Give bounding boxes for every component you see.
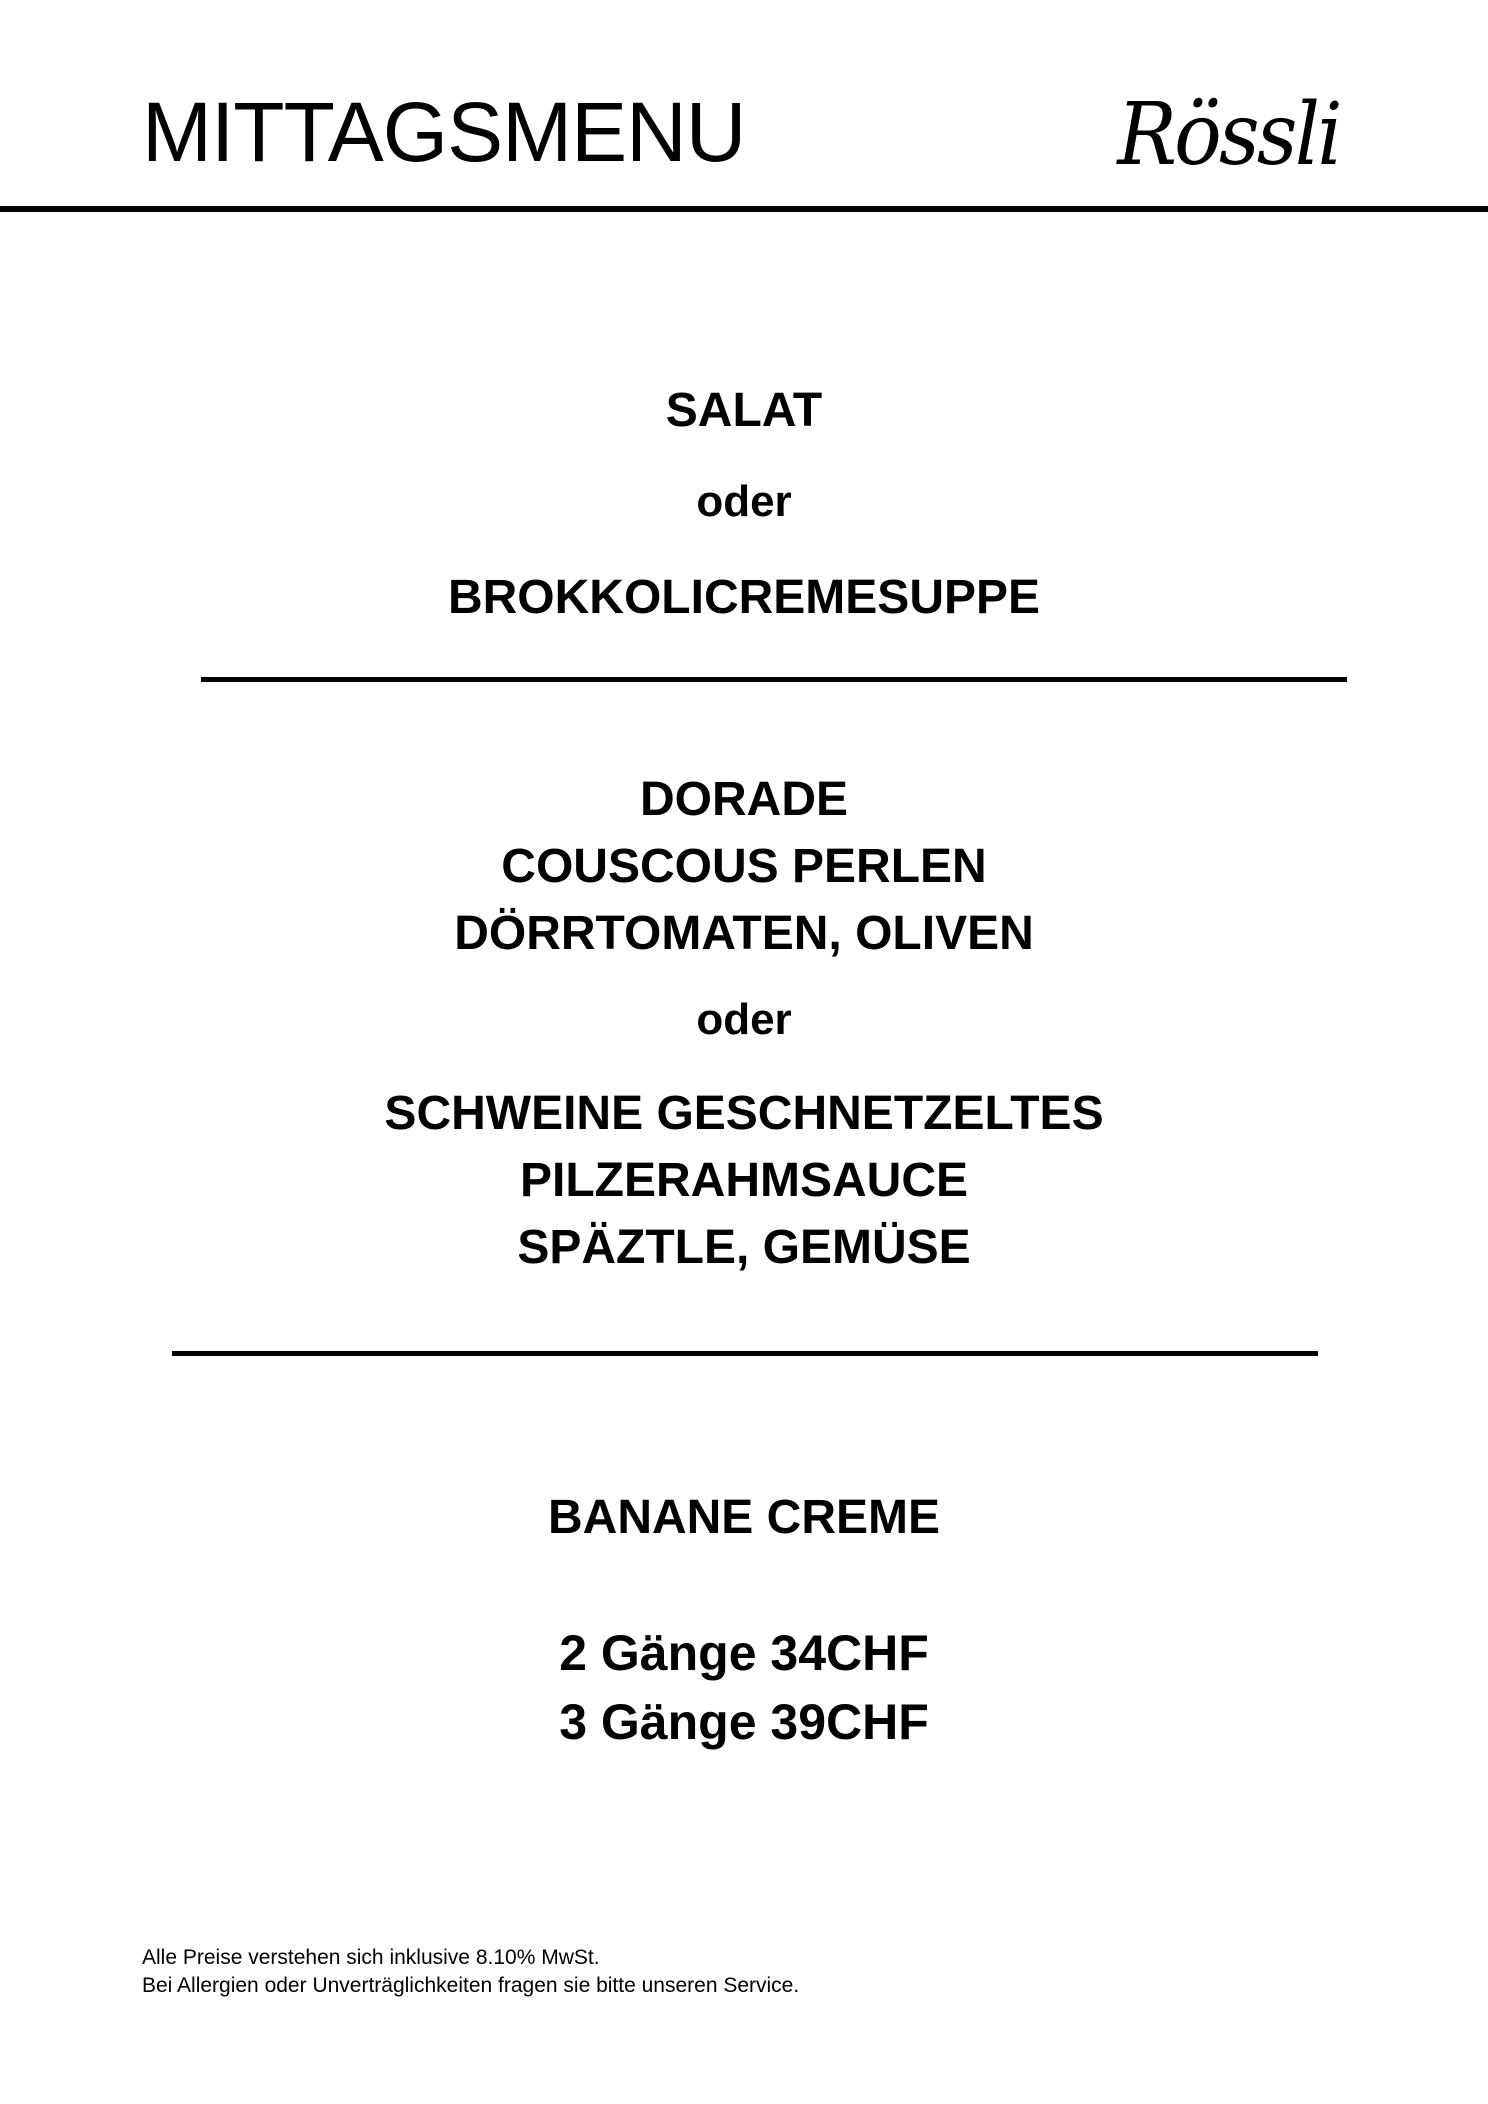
page-title: MITTAGSMENU <box>142 85 746 179</box>
main-option-2-line-1: SCHWEINE GESCHNETZELTES <box>384 1087 1104 1140</box>
starter-connector: oder <box>696 477 792 526</box>
dessert-item: BANANE CREME <box>547 1491 940 1544</box>
section-divider-2 <box>172 1351 1318 1356</box>
main-option-2-line-3: SPÄZTLE, GEMÜSE <box>517 1221 971 1274</box>
price-two-courses: 2 Gänge 34CHF <box>559 1625 929 1681</box>
main-option-1-line-3: DÖRRTOMATEN, OLIVEN <box>454 907 1034 960</box>
main-option-2-line-2: PILZERAHMSAUCE <box>519 1154 968 1207</box>
starter-option-2: BROKKOLICREMESUPPE <box>447 571 1041 624</box>
header-divider <box>0 206 1488 212</box>
main-option-1-line-2: COUSCOUS PERLEN <box>501 840 987 893</box>
price-three-courses: 3 Gänge 39CHF <box>559 1694 929 1750</box>
footer-notes <box>142 1944 799 2000</box>
section-divider-1 <box>201 677 1347 682</box>
main-connector: oder <box>696 995 792 1044</box>
starter-option-1: SALAT <box>665 384 823 437</box>
brand-logo: Rössli <box>1117 85 1340 185</box>
footer-allergy-note: Bei Allergien oder Unverträglichkeiten fragen sie bitte unseren Service. <box>142 1974 800 1997</box>
footer-vat-note: Alle Preise verstehen sich inklusive 8.10% MwSt. <box>142 1946 600 1969</box>
main-option-1-line-1: DORADE <box>639 773 848 826</box>
